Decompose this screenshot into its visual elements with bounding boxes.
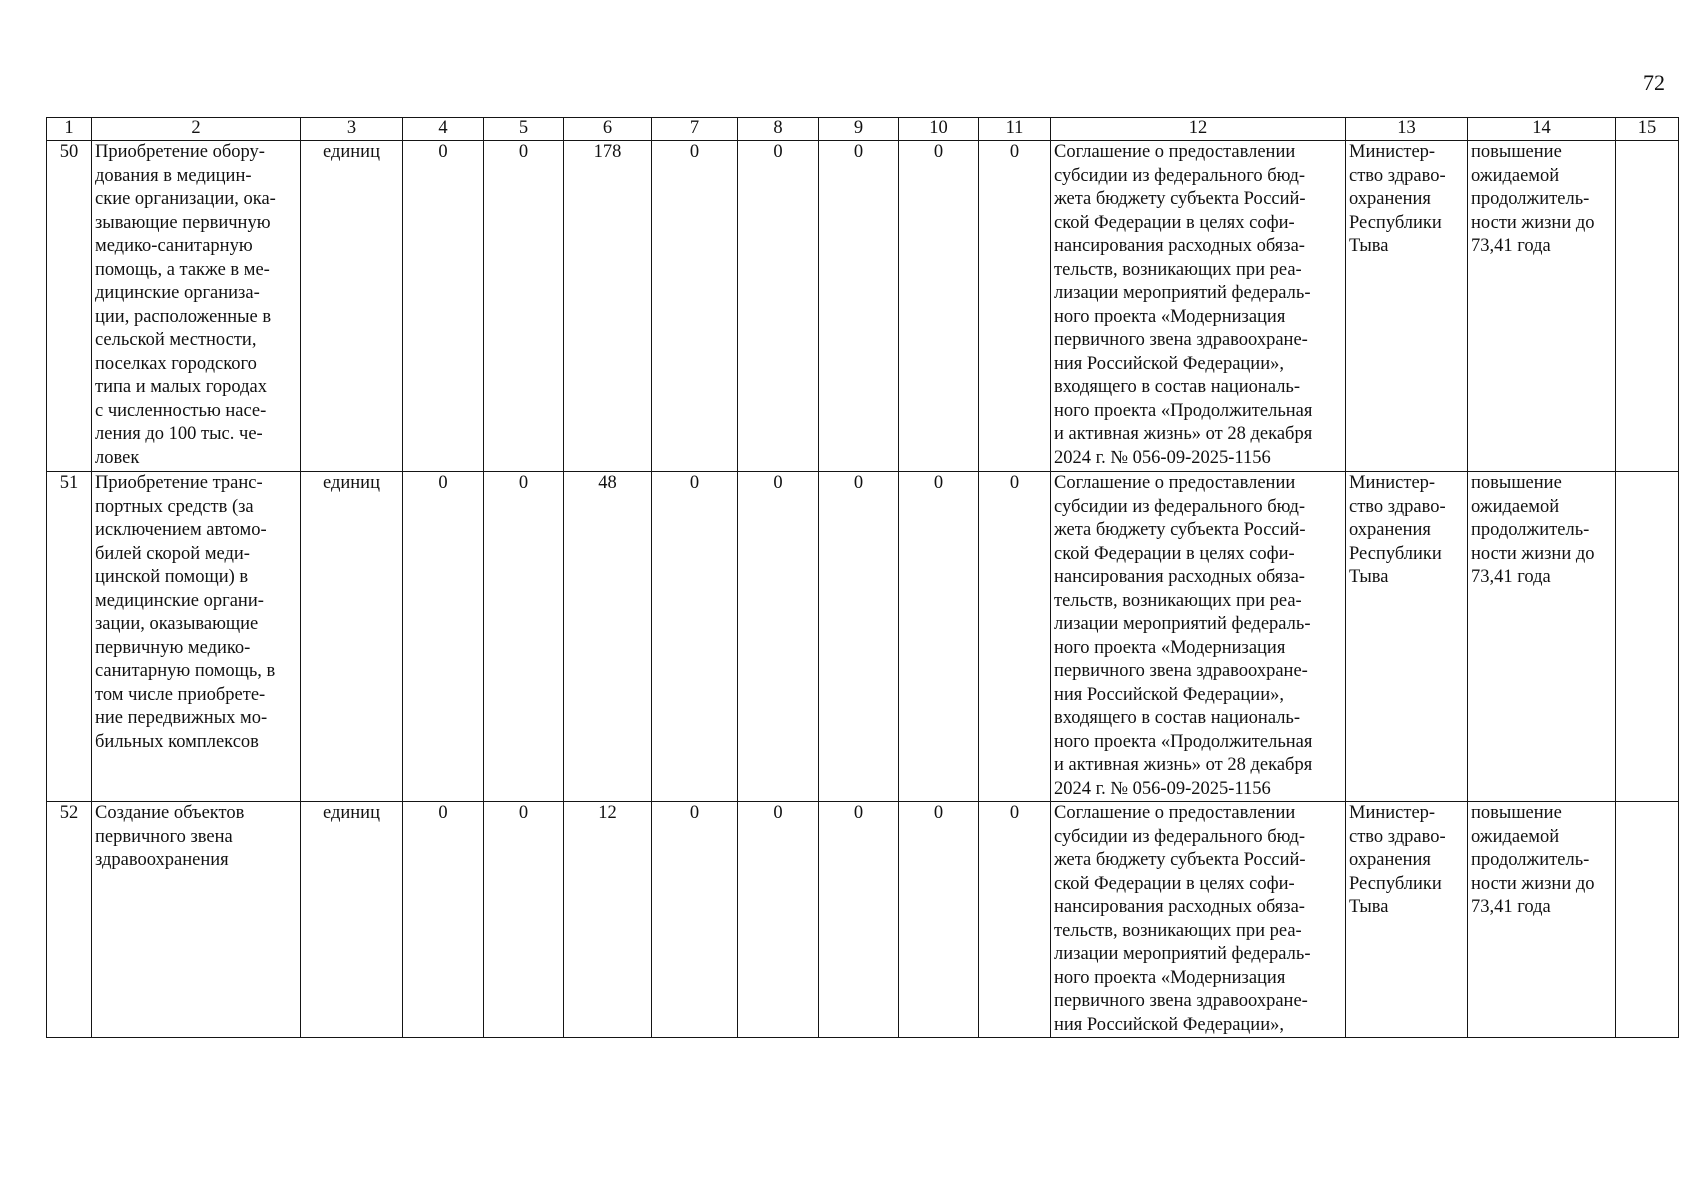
column-header: 1 [47, 118, 92, 141]
table-row [47, 472, 1679, 802]
expected-result: повышение ожидаемой продолжитель- ности жизни до 73,41 года [1468, 472, 1616, 802]
value-col-7: 0 [652, 802, 738, 1038]
unit-of-measure: единиц [301, 802, 403, 1038]
column-header: 9 [819, 118, 899, 141]
unit-of-measure: единиц [301, 472, 403, 802]
measure-name: Создание объектов первичного звена здравоохранения [92, 802, 301, 1038]
column-header: 2 [92, 118, 301, 141]
value-col-9: 0 [819, 141, 899, 472]
table-row [47, 802, 1679, 1038]
value-col-10: 0 [899, 141, 979, 472]
column-header: 13 [1346, 118, 1468, 141]
value-col-4: 0 [403, 802, 484, 1038]
expected-result: повышение ожидаемой продолжитель- ности жизни до 73,41 года [1468, 802, 1616, 1038]
value-col-5: 0 [484, 802, 564, 1038]
value-col-11: 0 [979, 802, 1051, 1038]
value-col-9: 0 [819, 472, 899, 802]
column-header: 3 [301, 118, 403, 141]
value-col-5: 0 [484, 472, 564, 802]
basis-document: Соглашение о предоставлении субсидии из федерального бюд- жета бюджету субъекта Россий- ской Федерации в целях софи- нансирования расходных обяза- тельств, возникающих при реа- лизации мероприятий федераль- ного проекта «Модернизация первичного звена здравоохране- ния Российской Федерации», входящего в состав националь- ного проекта «Продолжительная и активная жизнь» от 28 декабря 2024 г. № 056-09-2025-1156 [1051, 141, 1346, 472]
column-header: 7 [652, 118, 738, 141]
responsible-executor: Министер- ство здраво- охранения Республики Тыва [1346, 472, 1468, 802]
column-number-row [47, 118, 1679, 141]
value-col-11: 0 [979, 141, 1051, 472]
column-header: 6 [564, 118, 652, 141]
measure-name: Приобретение обору- дования в медицин- ские организации, ока- зывающие первичную медико-санитарную помощь, а также в ме- дицинские организа- ции, расположенные в сельской местности, поселках городского типа и малых городах с численностью насе- ления до 100 тыс. че- ловек [92, 141, 301, 472]
row-number: 51 [47, 472, 92, 802]
value-col-6: 178 [564, 141, 652, 472]
basis-document: Соглашение о предоставлении субсидии из федерального бюд- жета бюджету субъекта Россий- ской Федерации в целях софи- нансирования расходных обяза- тельств, возникающих при реа- лизации мероприятий федераль- ного проекта «Модернизация первичного звена здравоохране- ния Российской Федерации», [1051, 802, 1346, 1038]
value-col-10: 0 [899, 472, 979, 802]
column-header: 11 [979, 118, 1051, 141]
page-number: 72 [1643, 70, 1665, 95]
value-col-7: 0 [652, 472, 738, 802]
responsible-executor: Министер- ство здраво- охранения Республики Тыва [1346, 141, 1468, 472]
value-col-5: 0 [484, 141, 564, 472]
value-col-6: 48 [564, 472, 652, 802]
value-col-8: 0 [738, 141, 819, 472]
column-header: 14 [1468, 118, 1616, 141]
unit-of-measure: единиц [301, 141, 403, 472]
column-header: 15 [1616, 118, 1679, 141]
value-col-8: 0 [738, 802, 819, 1038]
responsible-executor: Министер- ство здраво- охранения Республики Тыва [1346, 802, 1468, 1038]
column-15-cell [1616, 141, 1679, 472]
row-number: 52 [47, 802, 92, 1038]
table-header [47, 118, 1679, 141]
table-row [47, 141, 1679, 472]
column-header: 12 [1051, 118, 1346, 141]
value-col-7: 0 [652, 141, 738, 472]
column-header: 10 [899, 118, 979, 141]
measure-name: Приобретение транс- портных средств (за исключением автомо- билей скорой меди- цинской помощи) в медицинские органи- зации, оказывающие первичную медико- санитарную помощь, в том числе приобрете- ние передвижных мо- бильных комплексов [92, 472, 301, 802]
document-table [46, 117, 1679, 1038]
column-15-cell [1616, 472, 1679, 802]
column-header: 5 [484, 118, 564, 141]
value-col-11: 0 [979, 472, 1051, 802]
column-header: 4 [403, 118, 484, 141]
value-col-9: 0 [819, 802, 899, 1038]
value-col-6: 12 [564, 802, 652, 1038]
table-body [47, 141, 1679, 1038]
basis-document: Соглашение о предоставлении субсидии из федерального бюд- жета бюджету субъекта Россий- ской Федерации в целях софи- нансирования расходных обяза- тельств, возникающих при реа- лизации мероприятий федераль- ного проекта «Модернизация первичного звена здравоохране- ния Российской Федерации», входящего в состав националь- ного проекта «Продолжительная и активная жизнь» от 28 декабря 2024 г. № 056-09-2025-1156 [1051, 472, 1346, 802]
row-number: 50 [47, 141, 92, 472]
expected-result: повышение ожидаемой продолжитель- ности жизни до 73,41 года [1468, 141, 1616, 472]
value-col-8: 0 [738, 472, 819, 802]
column-15-cell [1616, 802, 1679, 1038]
value-col-4: 0 [403, 472, 484, 802]
value-col-4: 0 [403, 141, 484, 472]
value-col-10: 0 [899, 802, 979, 1038]
column-header: 8 [738, 118, 819, 141]
